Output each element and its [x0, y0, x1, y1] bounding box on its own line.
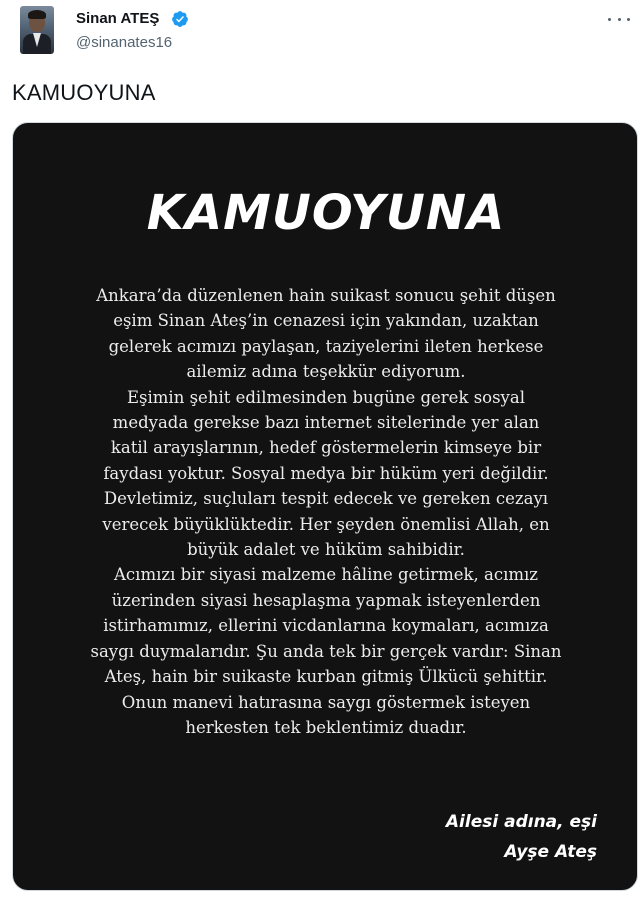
media-body-line: Onun manevi hatırasına saygı göstermek isteyen — [121, 692, 531, 712]
media-body-line: Eşimin şehit edilmesinden bugüne gerek sosyal — [127, 387, 525, 407]
tweet-media-image[interactable] — [12, 122, 638, 891]
more-options-icon[interactable] — [608, 12, 630, 26]
media-body-line: katil arayışlarının, hedef göstermelerin kimseye bir — [110, 438, 542, 458]
media-body-line: eşim Sinan Ateş’in cenazesi için yakından, uzaktan — [113, 311, 539, 331]
media-signature — [446, 807, 597, 867]
media-body-line: gelerek acımızı paylaşan, taziyelerini ileten herkese — [108, 336, 544, 356]
media-body-line: Ankara’da düzenlenen hain suikast sonucu şehit düşen — [96, 286, 556, 305]
verified-badge-icon — [171, 10, 189, 28]
tweet-text: KAMUOYUNA — [12, 80, 156, 105]
tweet-header — [0, 0, 644, 70]
media-body-line: verecek büyüklüktedir. Her şeyden önemlisi Allah, en — [102, 514, 550, 534]
author-handle[interactable]: @sinanates16 — [76, 34, 173, 51]
signature-line-2: Ayşe Ateş — [504, 842, 597, 862]
media-body-line: medyada gerekse bazı internet sitelerinde yer alan — [112, 413, 540, 433]
media-body-line: üzerinden siyasi hesaplaşma yapmak isteyenlerden — [111, 590, 541, 610]
media-body — [13, 283, 638, 740]
media-body-line: Ateş, hain bir suikaste kurban gitmiş Ülkücü şehittir. — [104, 667, 548, 687]
avatar[interactable] — [20, 6, 54, 54]
media-body-line: saygı duymalarıdır. Şu anda tek bir gerçek vardır: Sinan — [90, 641, 562, 661]
media-body-line: büyük adalet ve hüküm sahibidir. — [187, 540, 465, 560]
media-body-line: Acımızı bir siyasi malzeme hâline getirmek, acımız — [114, 565, 538, 585]
media-body-line: ailemiz adına teşekkür ediyorum. — [186, 362, 466, 382]
signature-line-1: Ailesi adına, eşi — [445, 812, 597, 832]
media-body-line: Devletimiz, suçluları tespit edecek ve gereken cezayı — [103, 489, 549, 509]
author-display-name[interactable]: Sinan ATEŞ — [76, 10, 160, 27]
media-body-line: faydası yoktur. Sosyal medya bir hüküm yeri değildir. — [103, 463, 549, 483]
media-title: KAMUOYUNA — [146, 185, 506, 241]
media-body-line: istirhamımız, ellerini vicdanlarına koymaları, acımıza — [103, 616, 549, 636]
media-body-line: herkesten tek beklentimiz duadır. — [185, 717, 467, 737]
